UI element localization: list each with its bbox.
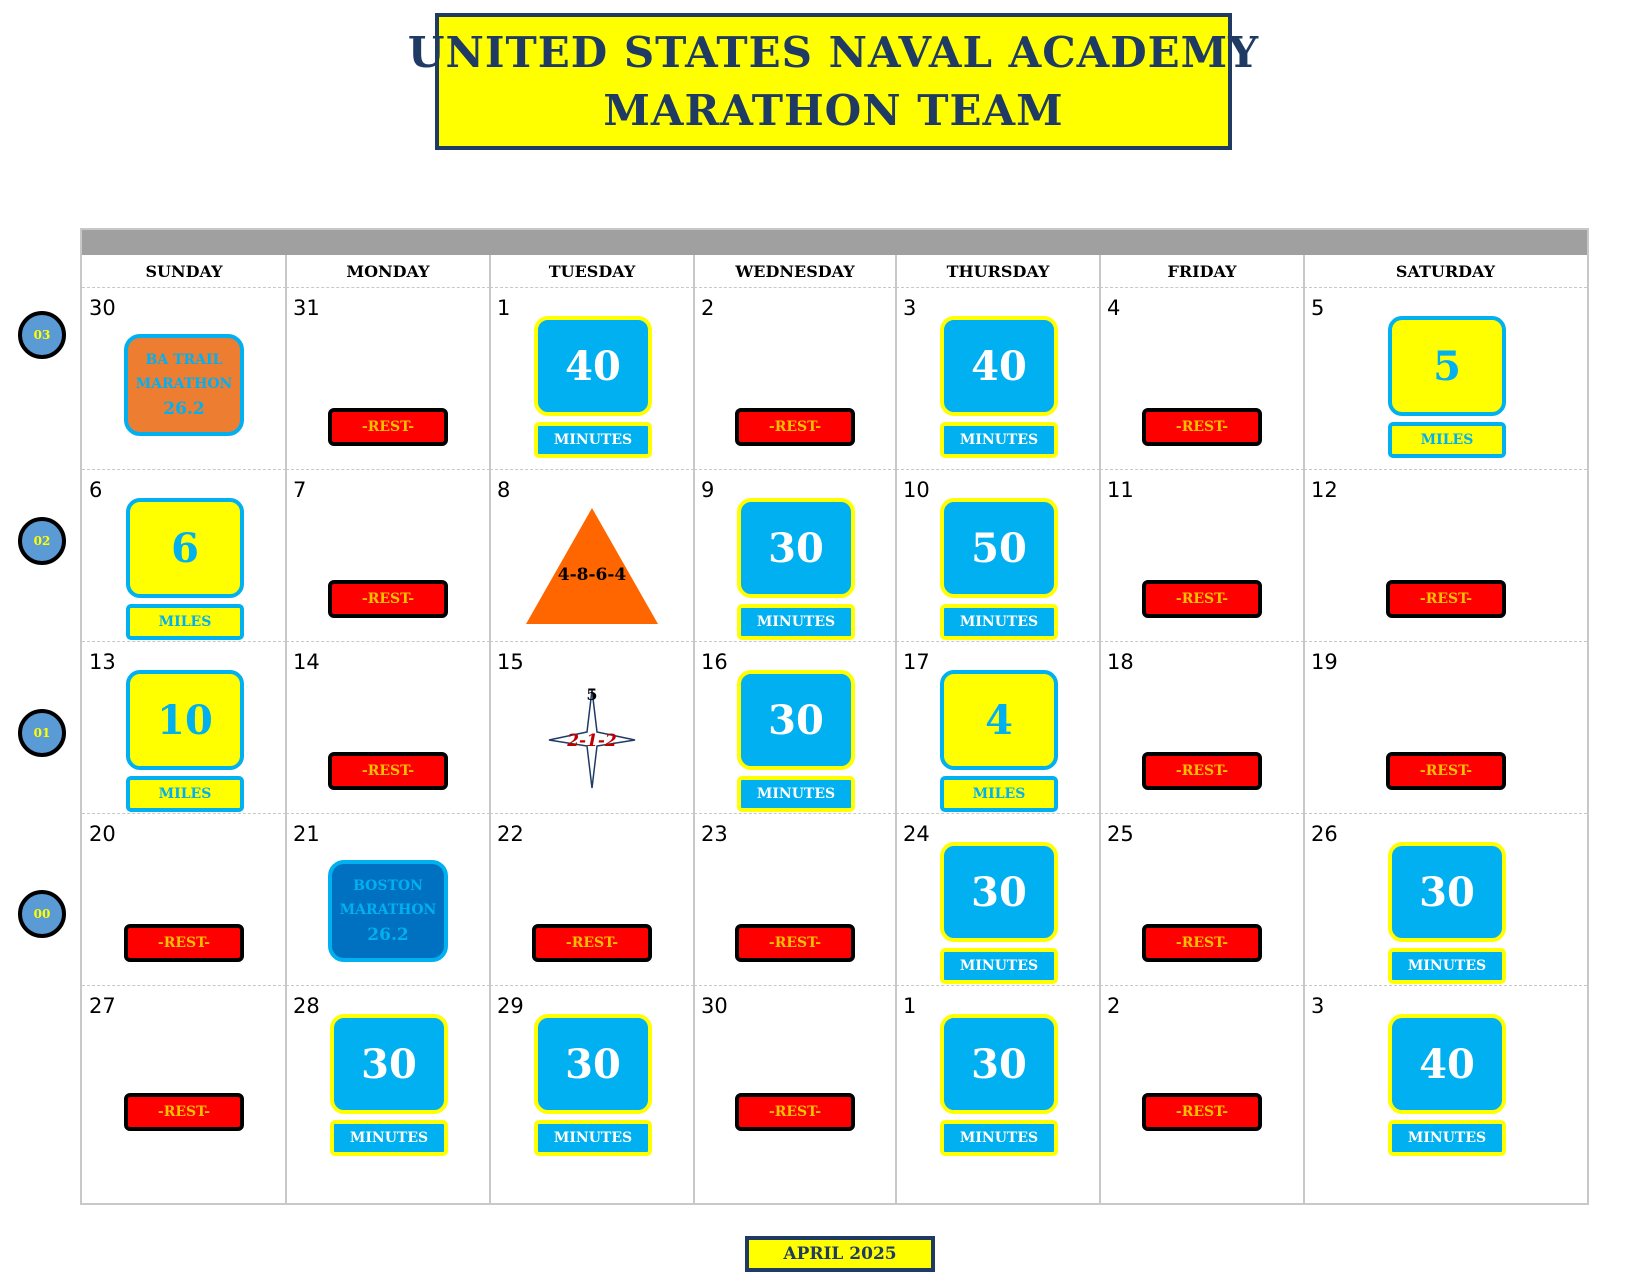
rest-label: -REST- <box>1142 752 1262 790</box>
day-number: 31 <box>293 296 320 320</box>
miles-label: MILES <box>126 776 244 812</box>
day-cell <box>1304 814 1587 986</box>
day-cell <box>82 986 286 1155</box>
rest-label: -REST- <box>1142 1093 1262 1131</box>
day-number: 27 <box>89 994 116 1018</box>
day-cell <box>1304 288 1587 470</box>
day-cell <box>490 642 694 814</box>
rest-label: -REST- <box>735 408 855 446</box>
day-cell <box>286 814 490 986</box>
title-banner <box>407 13 1260 150</box>
month-label <box>745 1236 935 1272</box>
day-header-tuesday: TUESDAY <box>490 255 694 288</box>
day-cell <box>1100 470 1304 642</box>
day-cell <box>896 642 1100 814</box>
day-cell <box>1100 814 1304 986</box>
workout-triangle-icon <box>522 506 662 626</box>
day-cell <box>694 470 896 642</box>
minutes-label: MINUTES <box>940 1120 1058 1156</box>
day-header-saturday: SATURDAY <box>1304 255 1587 288</box>
minutes-label: MINUTES <box>940 422 1058 458</box>
day-cell <box>1100 288 1304 470</box>
miles-label: MILES <box>940 776 1058 812</box>
race-name: BOSTON <box>353 878 423 894</box>
day-number: 24 <box>903 822 930 846</box>
day-cell <box>82 288 286 470</box>
day-header-sunday: SUNDAY <box>82 255 286 288</box>
day-cell <box>694 288 896 470</box>
day-cell <box>1100 986 1304 1155</box>
rest-label: -REST- <box>1386 752 1506 790</box>
race-type: MARATHON <box>339 902 437 918</box>
rest-label: -REST- <box>1142 408 1262 446</box>
day-number: 17 <box>903 650 930 674</box>
day-cell <box>694 986 896 1155</box>
day-number: 30 <box>89 296 116 320</box>
minutes-label: MINUTES <box>534 1120 652 1156</box>
day-number: 23 <box>701 822 728 846</box>
week-countdown-badge: 00 <box>18 890 66 938</box>
day-header-monday: MONDAY <box>286 255 490 288</box>
minutes-label: MINUTES <box>737 776 855 812</box>
rest-label: -REST- <box>328 408 448 446</box>
day-number: 21 <box>293 822 320 846</box>
day-header-thursday: THURSDAY <box>896 255 1100 288</box>
day-cell <box>1304 986 1587 1155</box>
minutes-value-box: 30 <box>940 842 1058 942</box>
day-cell <box>490 986 694 1155</box>
day-header-wednesday: WEDNESDAY <box>694 255 896 288</box>
day-number: 2 <box>1107 994 1121 1018</box>
race-type: MARATHON <box>135 376 233 392</box>
day-number: 19 <box>1311 650 1338 674</box>
minutes-value-box: 30 <box>534 1014 652 1114</box>
day-number: 16 <box>701 650 728 674</box>
day-number: 20 <box>89 822 116 846</box>
day-cell <box>286 642 490 814</box>
title-line-2: MARATHON TEAM <box>603 85 1064 135</box>
miles-value-box: 4 <box>940 670 1058 770</box>
day-number: 2 <box>701 296 715 320</box>
minutes-value-box: 30 <box>737 498 855 598</box>
minutes-value-box: 30 <box>940 1014 1058 1114</box>
rest-label: -REST- <box>735 1093 855 1131</box>
week-countdown-badge: 01 <box>18 709 66 757</box>
miles-label: MILES <box>1388 422 1506 458</box>
day-cell <box>1304 642 1587 814</box>
day-cell <box>286 470 490 642</box>
day-cell <box>896 288 1100 470</box>
day-number: 3 <box>903 296 917 320</box>
day-number: 22 <box>497 822 524 846</box>
day-number: 14 <box>293 650 320 674</box>
day-number: 11 <box>1107 478 1134 502</box>
day-header-friday: FRIDAY <box>1100 255 1304 288</box>
day-cell <box>1304 470 1587 642</box>
rest-label: -REST- <box>328 580 448 618</box>
day-number: 7 <box>293 478 307 502</box>
day-cell <box>82 642 286 814</box>
day-cell <box>490 814 694 986</box>
miles-value-box: 6 <box>126 498 244 598</box>
day-cell <box>82 814 286 986</box>
race-event-box <box>124 334 244 436</box>
rest-label: -REST- <box>532 924 652 962</box>
calendar-grid <box>80 228 1589 1205</box>
minutes-value-box: 30 <box>330 1014 448 1114</box>
day-number: 28 <box>293 994 320 1018</box>
rest-label: -REST- <box>1142 580 1262 618</box>
day-number: 26 <box>1311 822 1338 846</box>
miles-value-box: 5 <box>1388 316 1506 416</box>
minutes-value-box: 40 <box>534 316 652 416</box>
rest-label: -REST- <box>1142 924 1262 962</box>
race-distance: 26.2 <box>367 925 409 945</box>
minutes-value-box: 40 <box>1388 1014 1506 1114</box>
day-cell <box>286 288 490 470</box>
rest-label: -REST- <box>1386 580 1506 618</box>
day-number: 10 <box>903 478 930 502</box>
day-number: 29 <box>497 994 524 1018</box>
star-top-number: 5 <box>586 685 598 704</box>
day-cell <box>82 470 286 642</box>
minutes-label: MINUTES <box>940 948 1058 984</box>
minutes-label: MINUTES <box>1388 1120 1506 1156</box>
rest-label: -REST- <box>328 752 448 790</box>
day-cell <box>896 470 1100 642</box>
day-number: 13 <box>89 650 116 674</box>
day-cell <box>694 814 896 986</box>
day-cell <box>896 986 1100 1155</box>
minutes-value-box: 30 <box>737 670 855 770</box>
week-countdown-badge: 03 <box>18 311 66 359</box>
day-number: 4 <box>1107 296 1121 320</box>
rest-label: -REST- <box>124 1093 244 1131</box>
day-number: 30 <box>701 994 728 1018</box>
day-cell <box>694 642 896 814</box>
minutes-label: MINUTES <box>737 604 855 640</box>
triangle-workout-text: 4-8-6-4 <box>557 565 627 585</box>
compass-star-icon <box>537 682 647 792</box>
day-number: 12 <box>1311 478 1338 502</box>
day-cell <box>896 814 1100 986</box>
day-cell <box>490 470 694 642</box>
star-workout-text: 2-1-2 <box>567 731 617 751</box>
race-event-box <box>328 860 448 962</box>
day-number: 25 <box>1107 822 1134 846</box>
miles-label: MILES <box>126 604 244 640</box>
rest-label: -REST- <box>735 924 855 962</box>
day-cell <box>490 288 694 470</box>
minutes-value-box: 40 <box>940 316 1058 416</box>
minutes-value-box: 30 <box>1388 842 1506 942</box>
day-cell <box>1100 642 1304 814</box>
day-number: 5 <box>1311 296 1325 320</box>
minutes-value-box: 50 <box>940 498 1058 598</box>
day-number: 1 <box>903 994 917 1018</box>
race-name: BA TRAIL <box>145 352 223 368</box>
day-number: 18 <box>1107 650 1134 674</box>
week-countdown-badge: 02 <box>18 517 66 565</box>
minutes-label: MINUTES <box>940 604 1058 640</box>
title-line-1: UNITED STATES NAVAL ACADEMY <box>407 27 1260 77</box>
day-number: 1 <box>497 296 511 320</box>
day-number: 9 <box>701 478 715 502</box>
race-distance: 26.2 <box>163 399 205 419</box>
day-cell <box>286 986 490 1155</box>
day-number: 8 <box>497 478 511 502</box>
minutes-label: MINUTES <box>1388 948 1506 984</box>
month-label-text: APRIL 2025 <box>783 1244 897 1264</box>
day-number: 15 <box>497 650 524 674</box>
rest-label: -REST- <box>124 924 244 962</box>
miles-value-box: 10 <box>126 670 244 770</box>
day-number: 6 <box>89 478 103 502</box>
day-number: 3 <box>1311 994 1325 1018</box>
minutes-label: MINUTES <box>330 1120 448 1156</box>
calendar-header-bar <box>82 230 1587 255</box>
minutes-label: MINUTES <box>534 422 652 458</box>
